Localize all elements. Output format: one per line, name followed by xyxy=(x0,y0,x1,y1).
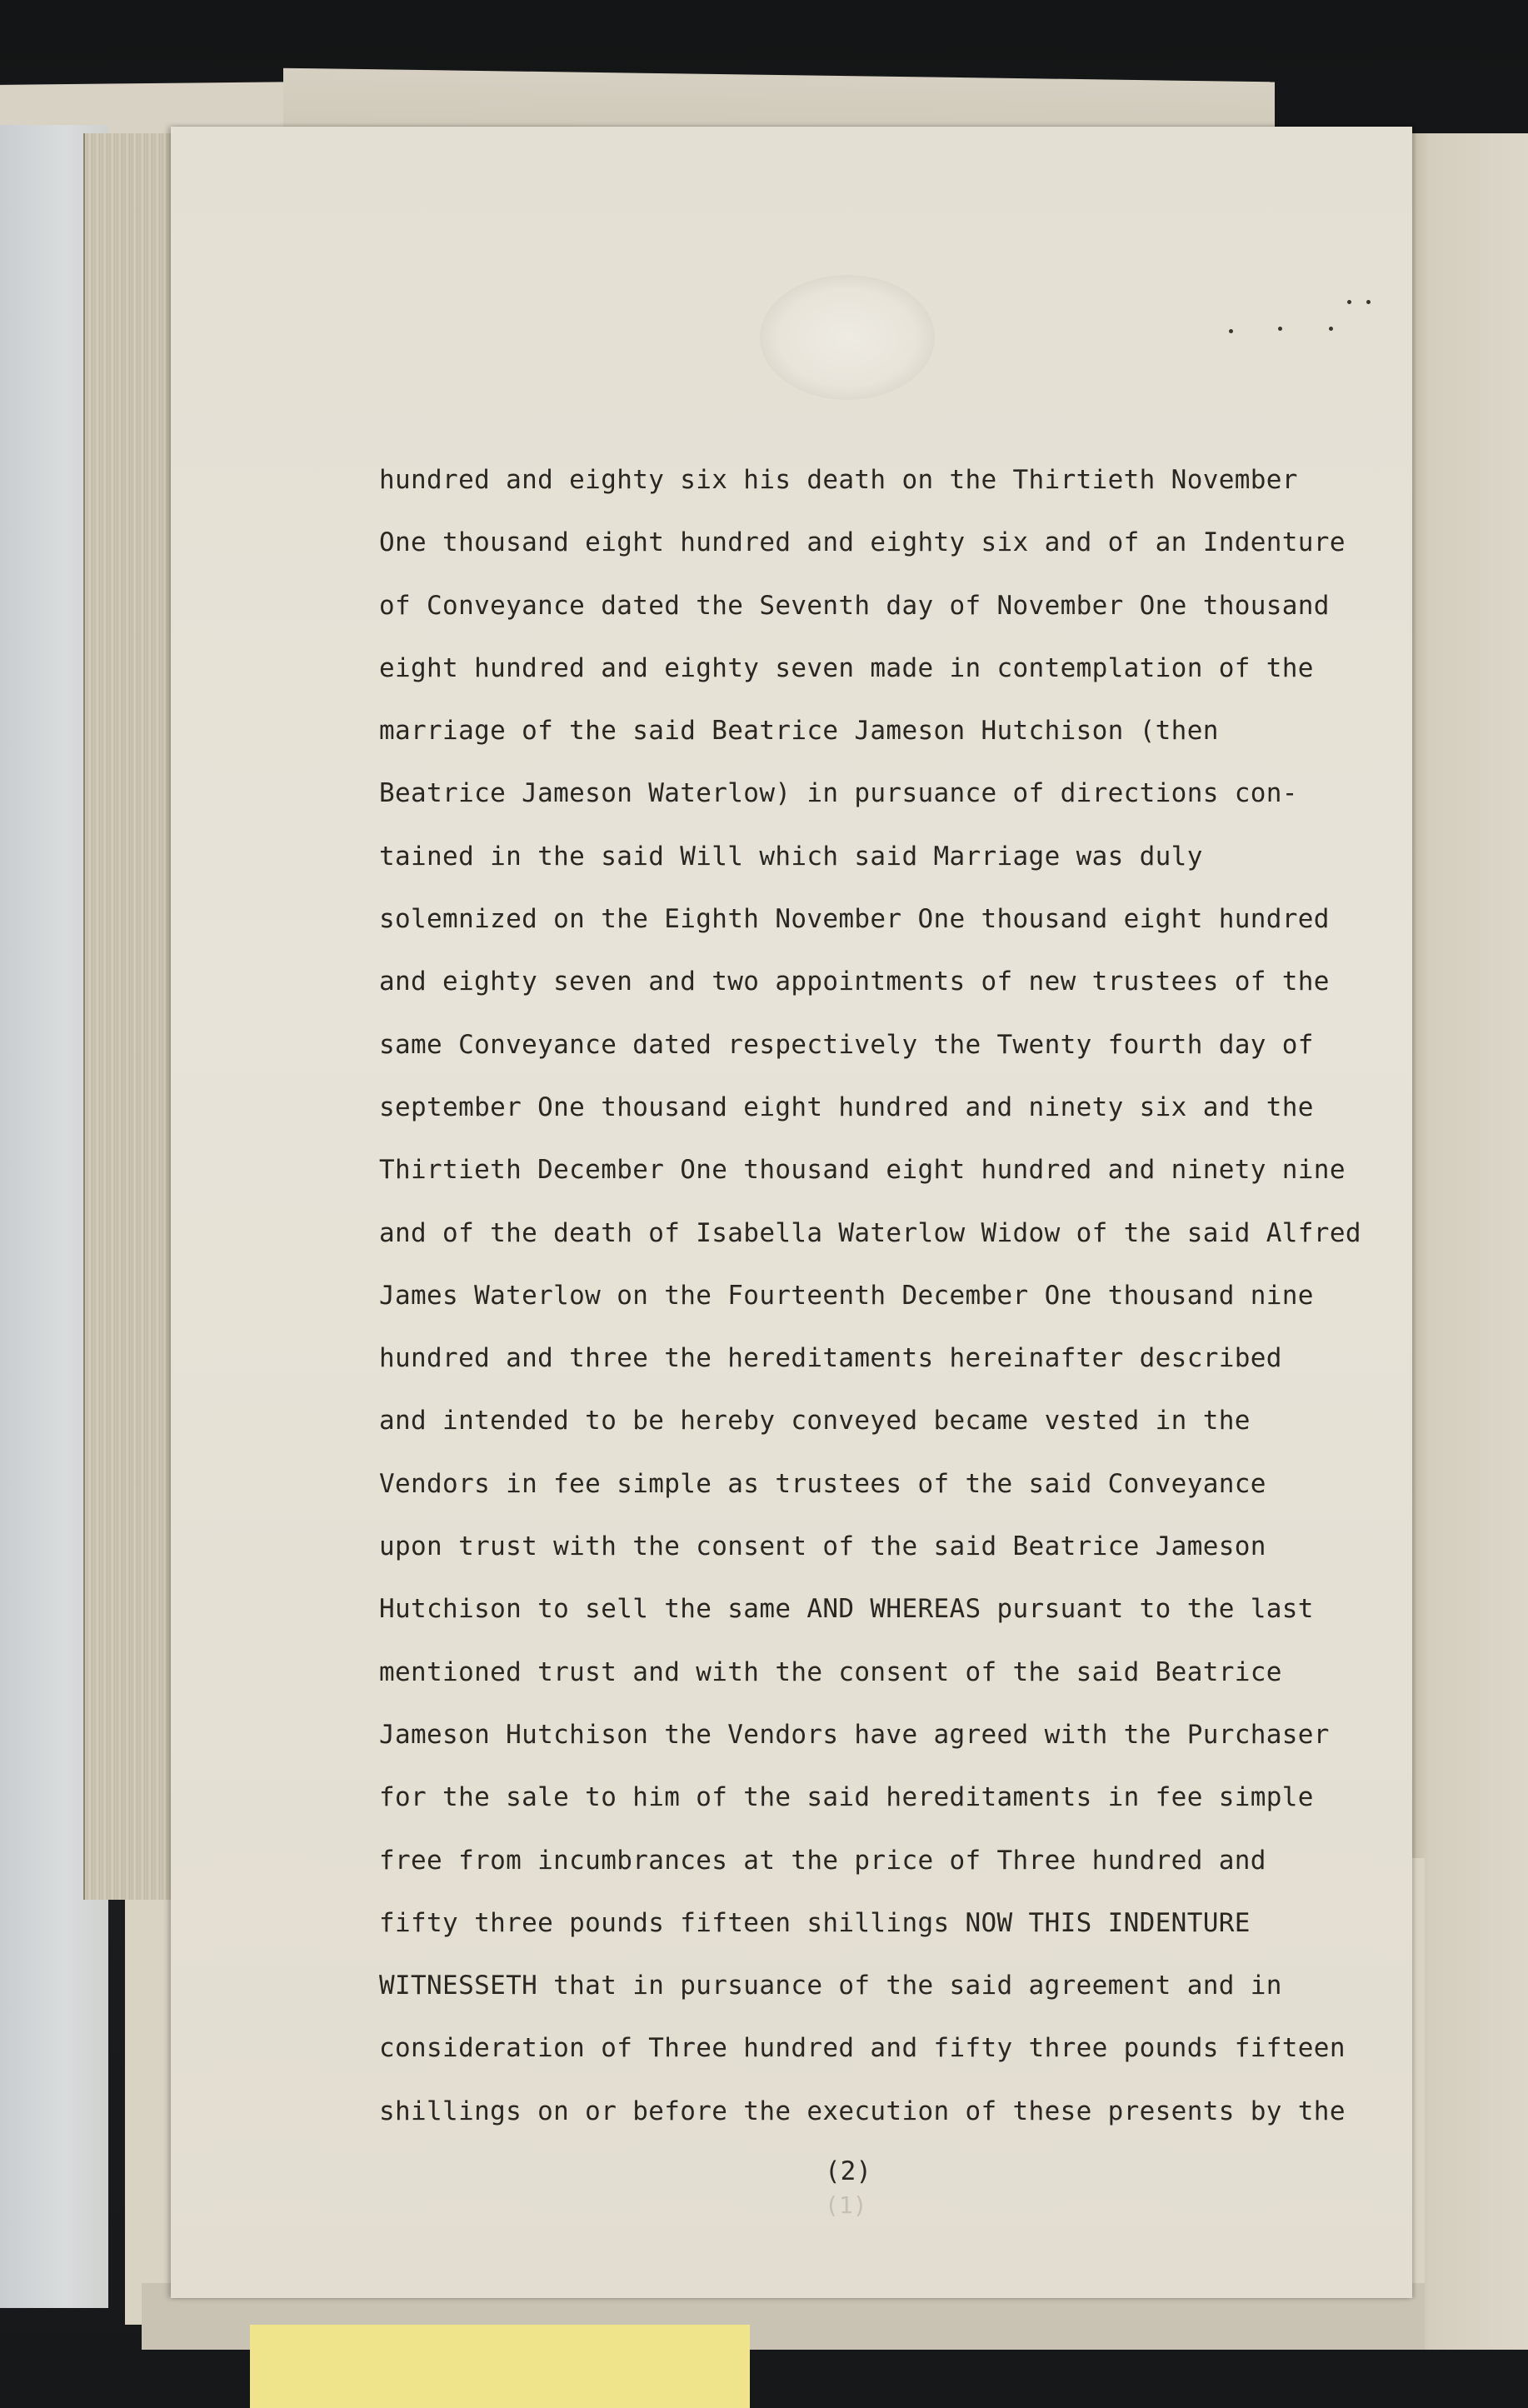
text-line: and of the death of Isabella Waterlow Widow of the said Alfred xyxy=(379,1217,1361,1248)
text-line: consideration of Three hundred and fifty three pounds fifteen xyxy=(379,2033,1346,2064)
text-line: hundred and eighty six his death on the Thirtieth November xyxy=(379,465,1298,495)
ink-speck xyxy=(1347,300,1351,304)
text-line: eight hundred and eighty seven made in contemplation of the xyxy=(379,652,1314,683)
text-line: september One thousand eight hundred and ninety six and the xyxy=(379,1092,1314,1122)
ink-speck xyxy=(1229,329,1233,333)
text-line: James Waterlow on the Fourteenth December One thousand nine xyxy=(379,1280,1314,1311)
text-line: Jameson Hutchison the Vendors have agreed with the Purchaser xyxy=(379,1719,1330,1750)
text-line: upon trust with the consent of the said Beatrice Jameson xyxy=(379,1531,1266,1562)
text-line: hundred and three the hereditaments hereinafter described xyxy=(379,1343,1282,1374)
ink-speck xyxy=(1329,327,1333,331)
text-line: Vendors in fee simple as trustees of the said Conveyance xyxy=(379,1468,1266,1499)
text-line: free from incumbrances at the price of Three hundred and xyxy=(379,1845,1266,1876)
ink-speck xyxy=(1366,300,1371,304)
ghost-page-number: (1) xyxy=(825,2191,867,2219)
text-line: fifty three pounds fifteen shillings NOW THIS INDENTURE xyxy=(379,1907,1251,1938)
text-line: WITNESSETH that in pursuance of the said agreement and in xyxy=(379,1971,1282,2001)
ink-speck xyxy=(1278,327,1282,331)
right-folder-page xyxy=(1408,133,1528,2350)
text-line: for the sale to him of the said hereditaments in fee simple xyxy=(379,1782,1314,1813)
text-line: Beatrice Jameson Waterlow) in pursuance of directions con- xyxy=(379,778,1298,809)
text-line: mentioned trust and with the consent of the said Beatrice xyxy=(379,1656,1282,1687)
text-line: tained in the said Will which said Marriage was duly xyxy=(379,841,1203,872)
deed-body-text xyxy=(379,457,1421,2151)
text-line: Thirtieth December One thousand eight hundred and ninety nine xyxy=(379,1155,1346,1186)
yellow-tab xyxy=(250,2325,750,2408)
page-stack-edges xyxy=(83,133,177,1900)
text-line: of Conveyance dated the Seventh day of November One thousand xyxy=(379,590,1330,621)
page-number: (2) xyxy=(825,2156,871,2186)
text-line: and eighty seven and two appointments of new trustees of the xyxy=(379,967,1330,997)
text-line: marriage of the said Beatrice Jameson Hutchison (then xyxy=(379,716,1219,747)
text-line: One thousand eight hundred and eighty six and of an Indenture xyxy=(379,527,1346,558)
text-line: and intended to be hereby conveyed became vested in the xyxy=(379,1406,1251,1436)
text-line: shillings on or before the execution of these presents by the xyxy=(379,2096,1346,2126)
text-line: Hutchison to sell the same AND WHEREAS pursuant to the last xyxy=(379,1594,1314,1625)
text-line: solemnized on the Eighth November One thousand eight hundred xyxy=(379,904,1330,935)
text-line: same Conveyance dated respectively the Twenty fourth day of xyxy=(379,1029,1314,1060)
embossed-seal xyxy=(760,275,935,400)
